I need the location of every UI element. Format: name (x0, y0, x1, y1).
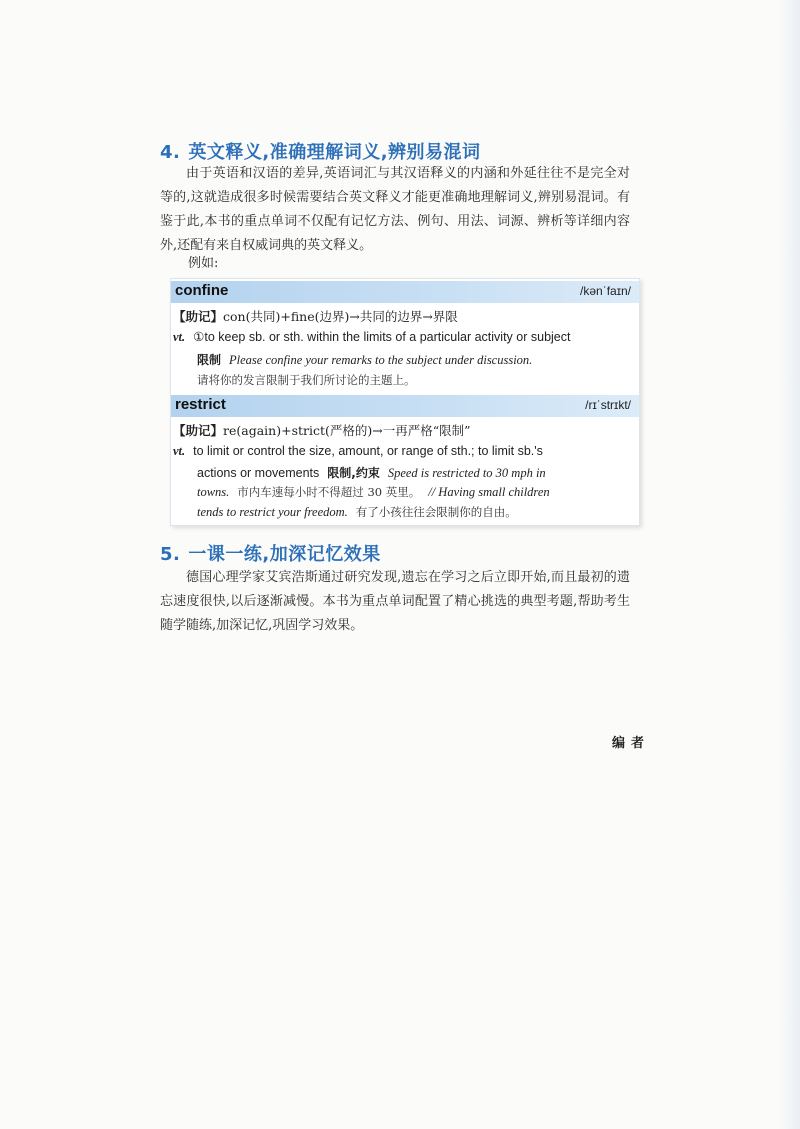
definition-line (173, 329, 570, 345)
example-en-second: // Having small children (428, 485, 550, 499)
section-4-heading (160, 138, 481, 164)
mnemonic-text: con(共同)+fine(边界)→共同的边界→界限 (223, 309, 458, 324)
pronunciation: /kənˈfaɪn/ (580, 284, 631, 298)
definition-en: to limit or control the size, amount, or range of sth.; to limit sb.'s (193, 444, 543, 458)
headword: restrict (175, 396, 226, 413)
example-cn-second: 有了小孩往往会限制你的自由。 (355, 505, 517, 519)
example-label: 例如: (188, 256, 219, 271)
section-4-number: 4. (160, 142, 181, 163)
definition-cn: 限制 (197, 353, 222, 367)
headword-bar-confine (171, 281, 639, 303)
definition-line (173, 443, 543, 459)
signature: 编者 (612, 736, 651, 751)
dictionary-entries-box (170, 278, 640, 526)
headword-bar-restrict (171, 395, 639, 417)
example-cn: 请将你的发言限制于我们所讨论的主题上。 (197, 373, 416, 387)
definition-cn: 限制,约束 (327, 466, 380, 480)
section-5-number: 5. (160, 544, 181, 565)
example-second-line (197, 504, 517, 520)
page-edge (778, 0, 800, 1129)
section-5-title: 一课一练,加深记忆效果 (188, 544, 381, 565)
mnemonic-tag: 【助记】 (173, 309, 224, 324)
definition-continued-line (197, 464, 546, 481)
example-en: Speed is restricted to 30 mph in (387, 466, 546, 480)
example-en-continued: towns. (197, 485, 230, 499)
section-4-paragraph: 由于英语和汉语的差异,英语词汇与其汉语释义的内涵和外延往往不是完全对等的,这就造成很多时候需要结合英文释义才能更准确地理解词义,辨别易混词。有鉴于此,本书的重点单词不仅配有记忆方法、例句、用法、词源、辨析等详细内容外,还配有来自权威词典的英文释义。 (160, 166, 630, 253)
example-translation-line (197, 372, 416, 388)
example-en-second-continued: tends to restrict your freedom. (197, 505, 348, 519)
definition-en-continued: actions or movements (197, 466, 320, 480)
example-en: Please confine your remarks to the subject under discussion. (229, 353, 533, 367)
mnemonic-tag: 【助记】 (173, 423, 224, 438)
section-4-title: 英文释义,准确理解词义,辨别易混词 (188, 142, 481, 163)
section-5-heading (160, 540, 381, 566)
headword: confine (175, 282, 229, 299)
example-line (197, 351, 532, 368)
mnemonic-text: re(again)+strict(严格的)→一再严格“限制” (223, 423, 471, 438)
part-of-speech: vt. (173, 444, 186, 458)
example-cn: 市内车速每小时不得超过 30 英里。 (237, 485, 421, 499)
mnemonic-line (173, 421, 471, 439)
definition-en: ①to keep sb. or sth. within the limits of a particular activity or subject (193, 330, 571, 344)
mnemonic-line (173, 307, 458, 325)
section-5-paragraph: 德国心理学家艾宾浩斯通过研究发现,遗忘在学习之后立即开始,而且最初的遗忘速度很快,以后逐渐减慢。本书为重点单词配置了精心挑选的典型考题,帮助考生随学随练,加深记忆,巩固学习效果。 (160, 570, 630, 633)
example-continued-line (197, 484, 550, 500)
part-of-speech: vt. (173, 330, 186, 344)
pronunciation: /rɪˈstrɪkt/ (585, 398, 631, 412)
